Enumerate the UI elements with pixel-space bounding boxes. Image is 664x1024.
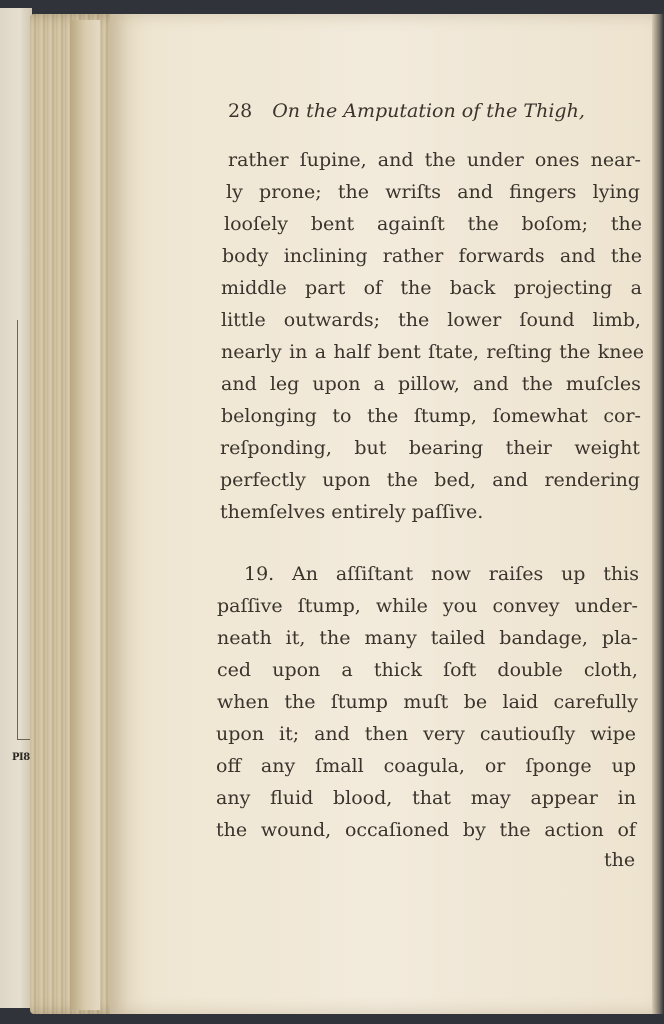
text-line: upon it; and then very cautiouſly wipe <box>216 723 636 745</box>
text-line: ced upon a thick ſoft double cloth, <box>217 659 638 681</box>
facing-page-fragment: PI8 <box>12 752 30 763</box>
text-line: the wound, occaſioned by the action of <box>216 819 636 841</box>
facing-page-rule-foot <box>17 739 31 740</box>
text-line: the <box>604 849 636 871</box>
text-line: 19. An aſſiſtant now raiſes up this <box>244 563 639 585</box>
page-number: 28 <box>228 100 253 122</box>
page-right-edge <box>652 14 664 1014</box>
text-line: neath it, the many tailed bandage, pla- <box>217 627 638 649</box>
running-head: On the Amputation of the Thigh, <box>272 100 585 122</box>
facing-page-sliver <box>0 8 32 1008</box>
gutter-shadow <box>70 20 100 1010</box>
text-line: themſelves entirely paſſive. <box>220 501 484 523</box>
text-line: and leg upon a pillow, and the muſcles <box>221 373 641 395</box>
text-line: middle part of the back projecting a <box>221 277 642 299</box>
text-line: any fluid blood, that may appear in <box>216 787 636 809</box>
text-line: body inclining rather forwards and the <box>222 245 642 267</box>
text-line: reſponding, but bearing their weight <box>220 437 640 459</box>
text-line: paſſive ſtump, while you convey under- <box>217 595 638 617</box>
text-line: rather ſupine, and the under ones near- <box>228 149 641 171</box>
text-line: belonging to the ſtump, ſomewhat cor- <box>221 405 641 427</box>
text-line: when the ſtump muſt be laid carefully <box>217 691 638 713</box>
page-header <box>228 100 648 132</box>
facing-page-rule <box>17 320 18 740</box>
text-line: perfectly upon the bed, and rendering <box>220 469 640 491</box>
text-line: off any ſmall coagula, or ſponge up <box>216 755 636 777</box>
text-line: little outwards; the lower ſound limb, <box>221 309 641 331</box>
text-line: ly prone; the wriſts and fingers lying <box>226 181 640 203</box>
text-line: looſely bent againſt the boſom; the <box>224 213 642 235</box>
text-line: nearly in a half bent ſtate, reſting the knee <box>221 341 644 363</box>
